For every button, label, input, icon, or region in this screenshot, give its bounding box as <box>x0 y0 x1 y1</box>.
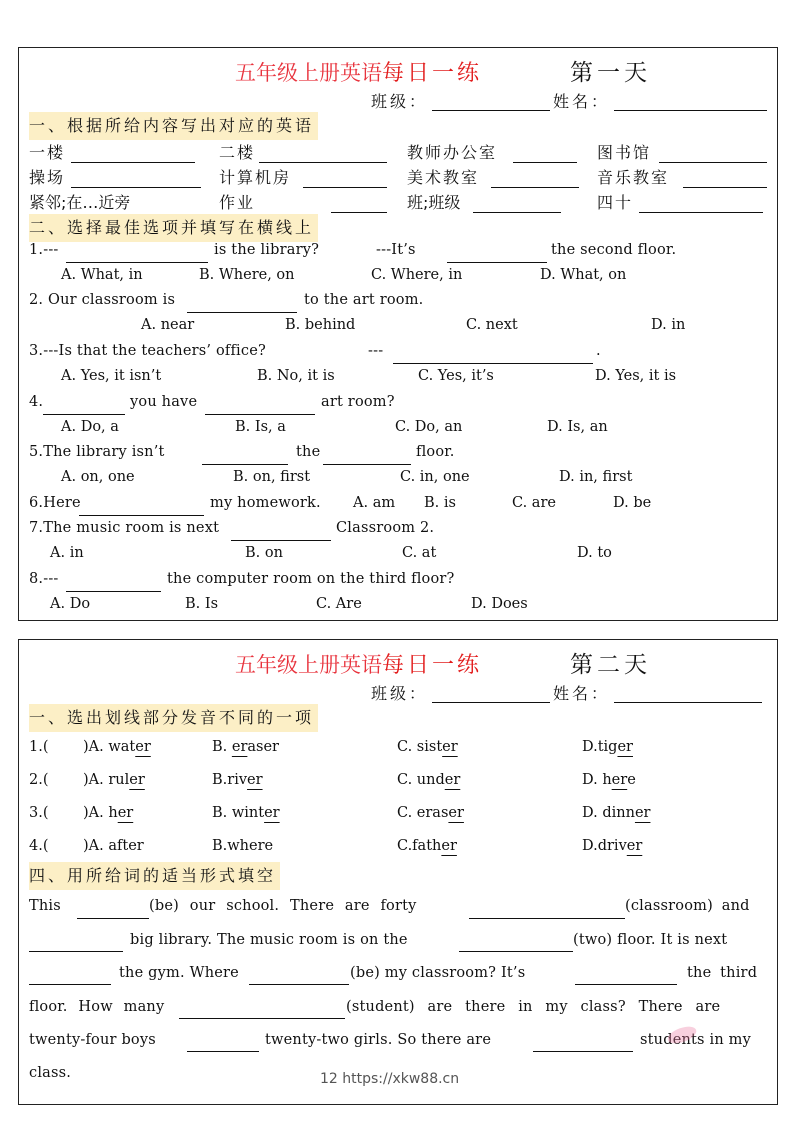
question-text: to the art room. <box>304 292 424 308</box>
worksheet-day1 <box>18 47 778 621</box>
student-info <box>19 680 777 706</box>
vocab-blank[interactable] <box>71 162 195 163</box>
class-label: 班级： <box>371 92 429 111</box>
section-heading: 二、选择最佳选项并填写在横线上 <box>29 214 318 242</box>
answer-blank[interactable] <box>202 464 288 465</box>
vocab-label: 美术教室 <box>407 168 480 187</box>
question-number: 4.( <box>29 838 49 854</box>
vocab-blank[interactable] <box>513 162 577 163</box>
question-number: 2.( <box>29 772 49 788</box>
answer-blank[interactable] <box>459 951 573 952</box>
vocab-label: 二楼 <box>219 143 256 162</box>
option[interactable]: C. at <box>402 545 437 561</box>
vocab-label: 一楼 <box>29 143 66 162</box>
name-field[interactable] <box>614 110 767 111</box>
answer-blank[interactable] <box>187 1051 259 1052</box>
question-number: 1.( <box>29 739 49 755</box>
option[interactable]: B. is <box>424 495 456 511</box>
vocab-blank[interactable] <box>683 187 767 188</box>
vocab-blank[interactable] <box>303 187 387 188</box>
passage-text: This <box>29 898 61 914</box>
question-text: the second floor. <box>551 242 677 258</box>
answer-blank[interactable] <box>66 591 161 592</box>
vocab-blank[interactable] <box>659 162 767 163</box>
passage-text: (classroom) and <box>625 898 750 914</box>
vocab-label: 紧邻;在…近旁 <box>29 193 131 212</box>
option[interactable]: D.driver <box>582 838 643 854</box>
question-text: the <box>296 444 321 460</box>
vocab-blank[interactable] <box>331 212 387 213</box>
answer-paren[interactable]: )A. ruler <box>83 772 145 788</box>
option[interactable]: B. Is <box>185 596 219 612</box>
student-info <box>19 88 777 114</box>
question-text: 1.--- <box>29 242 59 258</box>
class-label: 班级： <box>371 684 429 703</box>
option[interactable]: D.tiger <box>582 739 633 755</box>
passage-text: students in my <box>640 1032 752 1048</box>
question-text: you have <box>130 394 198 410</box>
vocab-label: 班;班级 <box>407 193 461 212</box>
vocab-label: 音乐教室 <box>597 168 670 187</box>
passage-text: twenty-two girls. So there are <box>265 1032 492 1048</box>
option[interactable]: B. behind <box>285 317 356 333</box>
option[interactable]: B. Is, a <box>235 419 286 435</box>
answer-blank[interactable] <box>231 540 331 541</box>
option[interactable]: A. What, in <box>61 267 143 283</box>
worksheet-day2 <box>18 639 778 1105</box>
answer-paren[interactable]: )A. after <box>83 838 144 854</box>
answer-blank[interactable] <box>43 414 125 415</box>
option[interactable]: A. am <box>353 495 396 511</box>
vocab-label: 作业 <box>219 193 256 212</box>
answer-paren[interactable]: )A. water <box>83 739 151 755</box>
vocab-blank[interactable] <box>491 187 579 188</box>
option[interactable]: C. under <box>397 772 461 788</box>
question-text: Classroom 2. <box>336 520 435 536</box>
option[interactable]: D. What, on <box>540 267 627 283</box>
answer-blank[interactable] <box>29 984 111 985</box>
question-text: art room? <box>321 394 395 410</box>
question-text: floor. <box>416 444 455 460</box>
answer-blank[interactable] <box>447 262 547 263</box>
option[interactable]: B.where <box>212 838 274 854</box>
vocab-label: 教师办公室 <box>407 143 498 162</box>
option[interactable]: C.father <box>397 838 457 854</box>
option[interactable]: C. Do, an <box>395 419 463 435</box>
title-row <box>19 54 777 88</box>
title-row <box>19 646 777 680</box>
option[interactable]: C. Yes, it’s <box>418 368 494 384</box>
question-text: 8.--- <box>29 571 59 587</box>
section-heading: 一、选出划线部分发音不同的一项 <box>29 704 318 732</box>
answer-blank[interactable] <box>29 951 123 952</box>
question-text: my homework. <box>210 495 321 511</box>
passage-text: class. <box>29 1065 72 1081</box>
option[interactable]: C. are <box>512 495 556 511</box>
vocab-blank[interactable] <box>259 162 387 163</box>
option[interactable]: A. Do <box>50 596 91 612</box>
vocab-blank[interactable] <box>71 187 201 188</box>
vocab-label: 计算机房 <box>219 168 292 187</box>
answer-blank[interactable] <box>249 984 349 985</box>
option[interactable]: C. sister <box>397 739 458 755</box>
answer-blank[interactable] <box>323 464 411 465</box>
question-text: 2. Our classroom is <box>29 292 176 308</box>
answer-blank[interactable] <box>187 312 297 313</box>
option[interactable]: A. on, one <box>61 469 135 485</box>
option[interactable]: D. dinner <box>582 805 651 821</box>
question-text: 7.The music room is next <box>29 520 220 536</box>
section-heading: 一、根据所给内容写出对应的英语 <box>29 112 318 140</box>
passage-text: (be) my classroom? It’s <box>350 965 526 981</box>
option[interactable]: D. in <box>651 317 686 333</box>
answer-blank[interactable] <box>205 414 315 415</box>
option[interactable]: C. Where, in <box>371 267 463 283</box>
option[interactable]: C. eraser <box>397 805 464 821</box>
passage-text: (student) are there in my class? There are <box>346 999 721 1015</box>
answer-blank[interactable] <box>77 918 149 919</box>
option[interactable]: A. Yes, it isn’t <box>61 368 162 384</box>
vocab-blank[interactable] <box>473 212 561 213</box>
option[interactable]: C. next <box>466 317 518 333</box>
option[interactable]: B. Where, on <box>199 267 295 283</box>
passage-text: floor. How many <box>29 999 165 1015</box>
option[interactable]: D. be <box>613 495 652 511</box>
option[interactable]: D. Does <box>471 596 528 612</box>
question-text: 3.---Is that the teachers’ office? <box>29 343 266 359</box>
option[interactable]: B.river <box>212 772 263 788</box>
passage-text: big library. The music room is on the <box>130 932 408 948</box>
option[interactable]: A. near <box>141 317 195 333</box>
question-text: . <box>596 343 601 359</box>
vocab-label: 操场 <box>29 168 66 187</box>
option[interactable]: D. here <box>582 772 636 788</box>
answer-blank[interactable] <box>79 515 204 516</box>
day-label: 第二天 <box>570 652 651 678</box>
option[interactable]: D. to <box>577 545 612 561</box>
page-footer: 12 https://xkw88.cn <box>320 1071 460 1087</box>
option[interactable]: D. in, first <box>559 469 633 485</box>
option[interactable]: C. in, one <box>400 469 470 485</box>
option[interactable]: D. Is, an <box>547 419 608 435</box>
name-label: 姓名： <box>553 684 611 703</box>
question-number: 3.( <box>29 805 49 821</box>
option[interactable]: B. on, first <box>233 469 311 485</box>
worksheet-title: 五年级上册英语每日一练 <box>235 61 483 86</box>
passage-text: (be) our school. There are forty <box>149 898 417 914</box>
class-field[interactable] <box>432 110 550 111</box>
question-text: 6.Here <box>29 495 81 511</box>
class-field[interactable] <box>432 702 550 703</box>
vocab-label: 图书馆 <box>597 143 652 162</box>
name-field[interactable] <box>614 702 762 703</box>
vocab-blank[interactable] <box>639 212 763 213</box>
answer-blank[interactable] <box>533 1051 633 1052</box>
name-label: 姓名： <box>553 92 611 111</box>
passage-text: twenty-four boys <box>29 1032 156 1048</box>
question-text: 4. <box>29 394 44 410</box>
option[interactable]: A. Do, a <box>61 419 119 435</box>
day-label: 第一天 <box>570 60 651 86</box>
option[interactable]: B. No, it is <box>257 368 335 384</box>
passage-text: (two) floor. It is next <box>573 932 728 948</box>
question-text: the computer room on the third floor? <box>167 571 455 587</box>
answer-blank[interactable] <box>393 363 593 364</box>
option[interactable]: B. winter <box>212 805 280 821</box>
answer-blank[interactable] <box>66 262 208 263</box>
option[interactable]: C. Are <box>316 596 362 612</box>
option[interactable]: D. Yes, it is <box>595 368 677 384</box>
section-heading: 四、用所给词的适当形式填空 <box>29 862 280 890</box>
option[interactable]: B. on <box>245 545 283 561</box>
answer-blank[interactable] <box>575 984 677 985</box>
passage-text: the gym. Where <box>119 965 239 981</box>
vocab-label: 四十 <box>597 193 634 212</box>
answer-blank[interactable] <box>179 1018 345 1019</box>
question-text: --- <box>368 343 384 359</box>
answer-blank[interactable] <box>469 918 625 919</box>
question-text: 5.The library isn’t <box>29 444 165 460</box>
option[interactable]: A. in <box>50 545 84 561</box>
option[interactable]: B. eraser <box>212 739 279 755</box>
worksheet-title: 五年级上册英语每日一练 <box>235 653 483 678</box>
answer-paren[interactable]: )A. her <box>83 805 134 821</box>
question-text: ---It’s <box>376 242 416 258</box>
passage-text: the third <box>687 965 758 981</box>
question-text: is the library? <box>214 242 320 258</box>
